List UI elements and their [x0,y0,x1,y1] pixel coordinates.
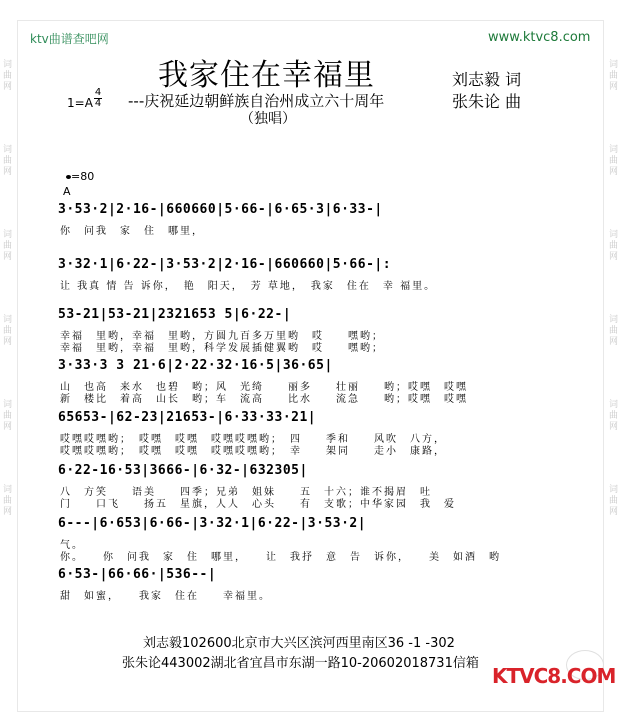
notation-line: 53-21|53-21|2321653 5|6·22-| [58,307,292,322]
key-signature: 1=A [67,96,93,110]
lyricist-credit: 刘志毅 词 [452,70,522,89]
side-watermark-char: 词 [609,400,619,410]
lyric-line: 门 口飞 扬五 星旗，人人 心头 有 支歌；中华家园 我 爱 [60,499,456,510]
side-watermark-char: 词 [3,145,13,155]
site-name-left: ktv曲谱查吧网 [30,32,109,46]
lyric-line: 哎嘿哎嘿哟； 哎嘿 哎嘿 哎嘿哎嘿哟； 幸 架同 走小 康路， [60,446,446,457]
notation-line: 3·33·3 3 21·6|2·22·32·16·5|36·65| [58,358,333,373]
side-watermark-char: 词 [3,400,13,410]
side-watermark-char: 曲 [609,326,619,336]
performance-type: （独唱） [240,111,296,127]
section-mark: A [63,185,71,198]
lyric-line: 幸福 里哟，幸福 里哟，科学发展插健翼哟 哎 嘿哟； [60,343,384,354]
side-watermark-char: 词 [3,60,13,70]
lyric-line: 八 方笑 语美 四季；兄弟 姐妹 五 十六；谁不揭眉 吐 [60,487,432,498]
side-watermark-char: 词 [609,145,619,155]
side-watermark-char: 曲 [609,71,619,81]
side-watermark-char: 曲 [3,71,13,81]
side-watermark-char: 词 [609,60,619,70]
song-title: 我家住在幸福里 [158,58,375,93]
lyric-line: 哎嘿哎嘿哟； 哎嘿 哎嘿 哎嘿哎嘿哟； 四 季和 风吹 八方， [60,434,446,445]
tempo-marking [66,170,94,183]
notation-line: 6---|6·653|6·66-|3·32·1|6·22-|3·53·2| [58,516,367,531]
side-watermark-char: 词 [609,485,619,495]
side-watermark-char: 曲 [609,411,619,421]
side-watermark-char: 网 [609,422,619,432]
time-signature [94,88,102,109]
side-watermark-char: 网 [609,507,619,517]
side-watermark-char: 网 [3,167,13,177]
time-signature-bottom: 4 [94,98,102,109]
side-watermark-char: 网 [609,252,619,262]
side-watermark-char: 词 [609,315,619,325]
lyric-line: 甜 如蜜， 我家 住在 幸福里。 [60,591,271,602]
side-watermark-char: 曲 [3,241,13,251]
site-logo[interactable]: KTVC8.COM [492,664,616,688]
side-watermark-char: 网 [3,337,13,347]
lyric-line: 你 问我 家 住 哪里， [60,226,204,237]
footer-address-lyricist: 刘志毅102600北京市大兴区滨河西里南区36 -1 -302 [143,636,455,651]
footer-address-composer: 张朱论443002湖北省宜昌市东湖一路10-20602018731信箱 [122,656,479,671]
notation-line: 3·53·2|2·16-|660660|5·66-|6·65·3|6·33-| [58,202,383,217]
left-side-watermark [3,0,15,570]
side-watermark-char: 词 [3,485,13,495]
side-watermark-char: 曲 [3,326,13,336]
lyric-line: 新 楼比 着高 山长 哟；车 流高 比水 流急 哟；哎嘿 哎嘿 [60,394,468,405]
side-watermark-char: 网 [3,507,13,517]
side-watermark-char: 曲 [609,496,619,506]
side-watermark-char: 网 [609,337,619,347]
lyric-line: 幸福 里哟，幸福 里哟，方圆九百多万里哟 哎 嘿哟； [60,331,384,342]
side-watermark-char: 曲 [3,496,13,506]
side-watermark-char: 词 [3,230,13,240]
composer-credit: 张朱论 曲 [452,92,522,111]
lyric-line: 让 我真 情 告 诉你， 艳 阳天， 芳 草地， 我家 住在 幸 福里。 [60,281,437,292]
lyric-line: 你。 你 问我 家 住 哪里， 让 我抒 意 告 诉你， 美 如酒 哟 [60,552,501,563]
side-watermark-char: 词 [3,315,13,325]
side-watermark-char: 网 [3,252,13,262]
side-watermark-char: 网 [609,167,619,177]
side-watermark-char: 网 [3,422,13,432]
right-side-watermark [609,0,621,570]
song-subtitle: ---庆祝延边朝鲜族自治州成立六十周年 [128,92,385,110]
time-signature-top: 4 [94,87,102,98]
notation-line: 6·22-16·53|3666-|6·32-|632305| [58,463,308,478]
side-watermark-char: 网 [609,82,619,92]
tempo-value: =80 [71,170,95,183]
side-watermark-char: 曲 [609,241,619,251]
notation-line: 6·53-|66·66·|536--| [58,567,217,582]
side-watermark-char: 曲 [3,411,13,421]
side-watermark-char: 曲 [609,156,619,166]
side-watermark-char: 网 [3,82,13,92]
side-watermark-char: 曲 [3,156,13,166]
side-watermark-char: 词 [609,230,619,240]
lyric-line: 山 也高 来水 也碧 哟；风 光绮 丽多 壮丽 哟；哎嘿 哎嘿 [60,382,468,393]
notation-line: 65653-|62-23|21653-|6·33·33·21| [58,410,317,425]
lyric-line: 气。 [60,540,84,551]
notation-line: 3·32·1|6·22-|3·53·2|2·16-|660660|5·66-|: [58,257,392,272]
site-url-right[interactable]: www.ktvc8.com [488,30,591,45]
